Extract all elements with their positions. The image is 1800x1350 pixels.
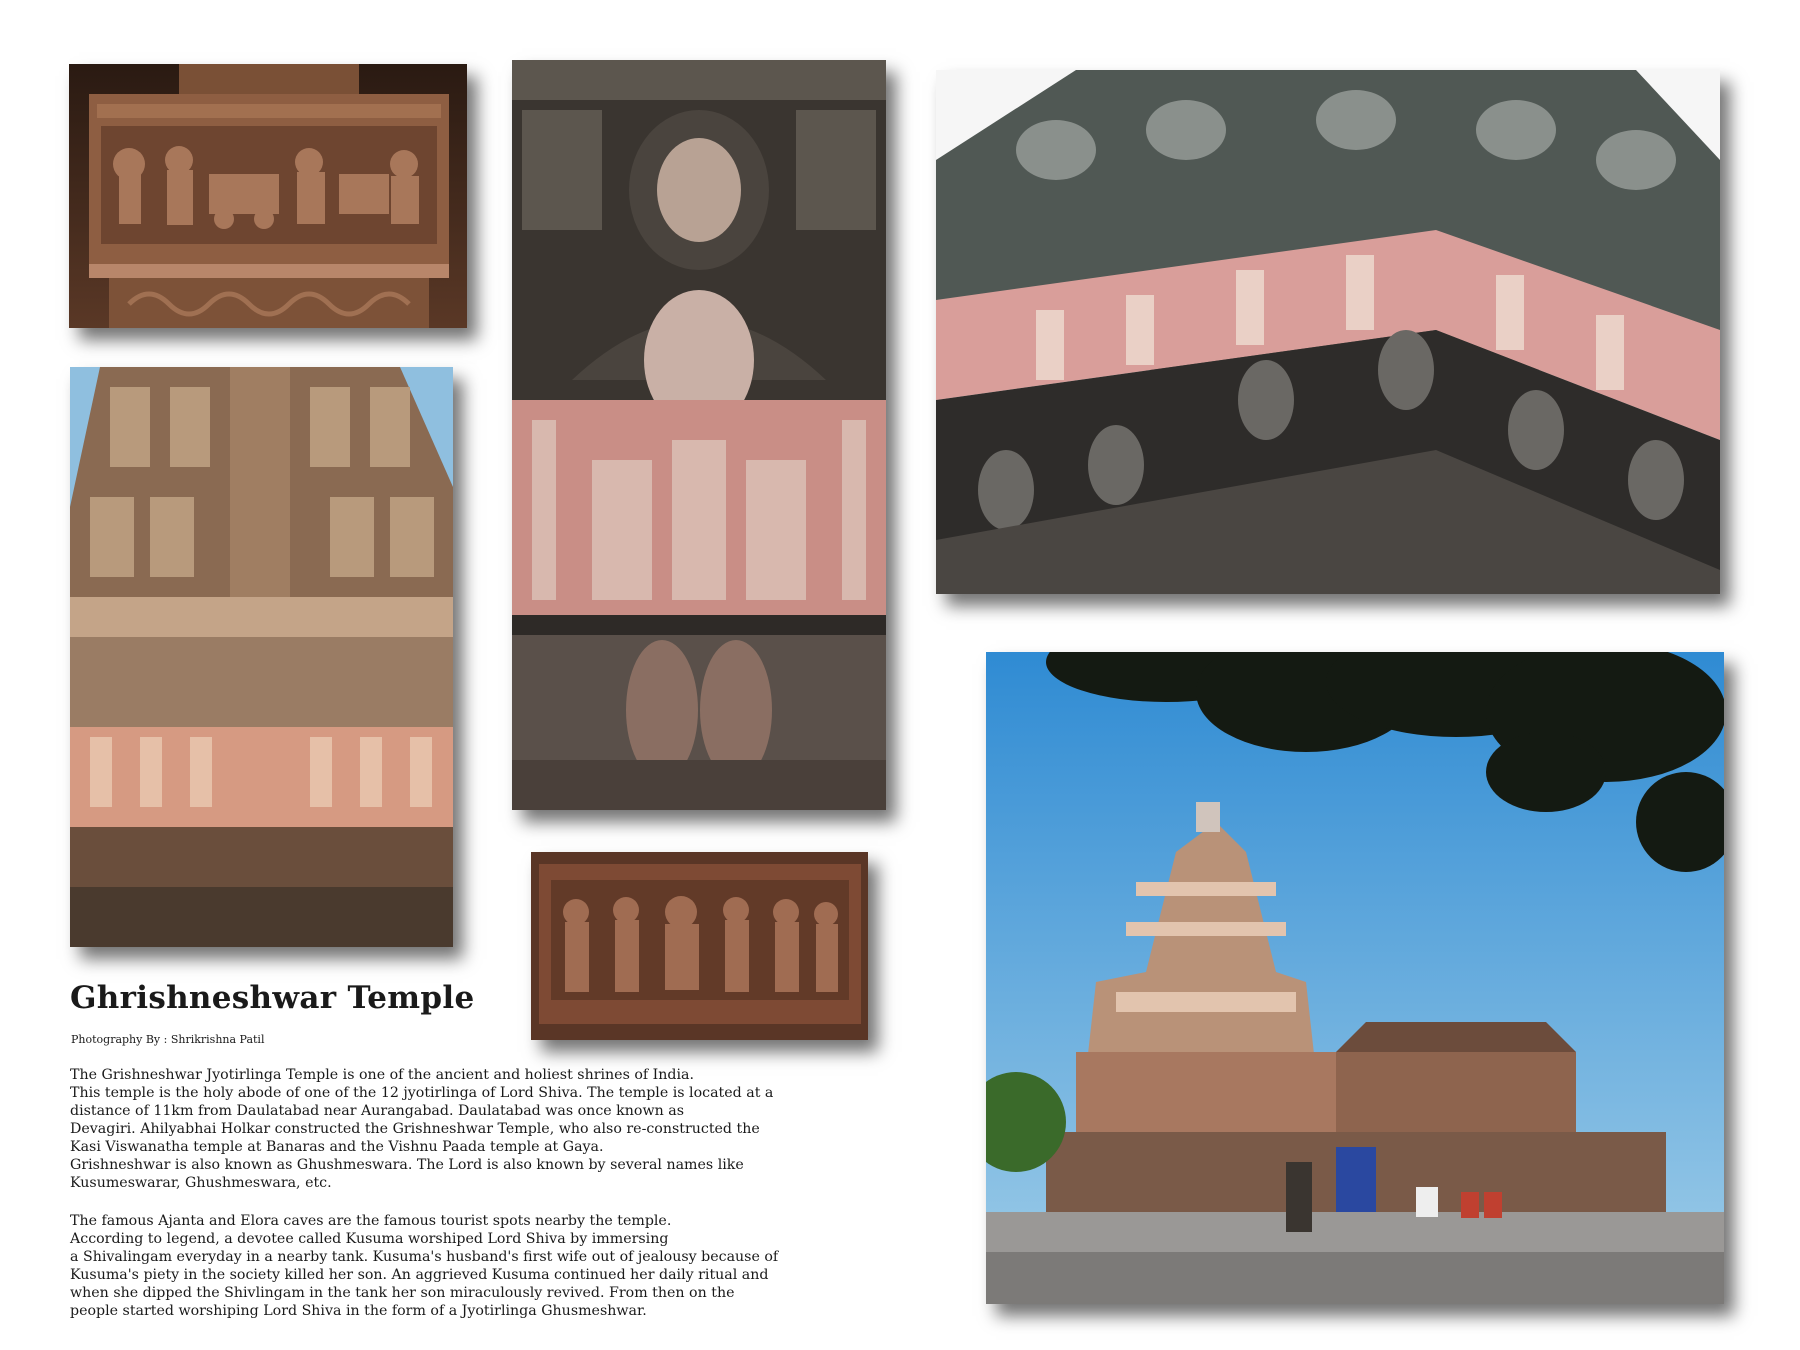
paragraph-line: people started worshiping Lord Shiva in the form of a Jyotirlinga Ghusmeshwar. — [70, 1303, 647, 1319]
relief-panel-photo-bottom — [531, 852, 868, 1040]
temple-exterior-photo — [986, 652, 1724, 1304]
paragraph-line: distance of 11km from Daulatabad near Aurangabad. Daulatabad was once known as — [70, 1103, 684, 1119]
temple-corner-elephants-photo — [936, 70, 1720, 594]
page-title: Ghrishneshwar Temple — [70, 980, 475, 1016]
paragraph-line: According to legend, a devotee called Kusuma worshiped Lord Shiva by immersing — [70, 1231, 669, 1247]
paragraph-line: when she dipped the Shivlingam in the tank her son miraculously revived. From then on the — [70, 1285, 735, 1301]
tower-lions-photo — [512, 60, 886, 810]
paragraph-line: a Shivalingam everyday in a nearby tank. Kusuma's husband's first wife out of jealousy because of — [70, 1249, 779, 1265]
paragraph-line: Kusuma's piety in the society killed her son. An aggrieved Kusuma continued her daily ritual and — [70, 1267, 769, 1283]
paragraph-line: Kasi Viswanatha temple at Banaras and the Vishnu Paada temple at Gaya. — [70, 1139, 604, 1155]
shikhara-sky-photo — [70, 367, 453, 947]
description-paragraph-1 — [70, 1066, 830, 1192]
paragraph-line: Devagiri. Ahilyabhai Holkar constructed the Grishneshwar Temple, who also re-constructed the — [70, 1121, 760, 1137]
relief-panel-photo-top-left — [69, 64, 467, 328]
paragraph-line: Grishneshwar is also known as Ghushmeswara. The Lord is also known by several names like — [70, 1157, 744, 1173]
paragraph-line: This temple is the holy abode of one of the 12 jyotirlinga of Lord Shiva. The temple is located at a — [70, 1085, 774, 1101]
description-paragraph-2 — [70, 1212, 830, 1320]
photo-credit: Photography By : Shrikrishna Patil — [71, 1033, 265, 1046]
paragraph-line: Kusumeswarar, Ghushmeswara, etc. — [70, 1175, 332, 1191]
paragraph-line: The Grishneshwar Jyotirlinga Temple is one of the ancient and holiest shrines of India. — [70, 1067, 694, 1083]
paragraph-line: The famous Ajanta and Elora caves are the famous tourist spots nearby the temple. — [70, 1213, 672, 1229]
